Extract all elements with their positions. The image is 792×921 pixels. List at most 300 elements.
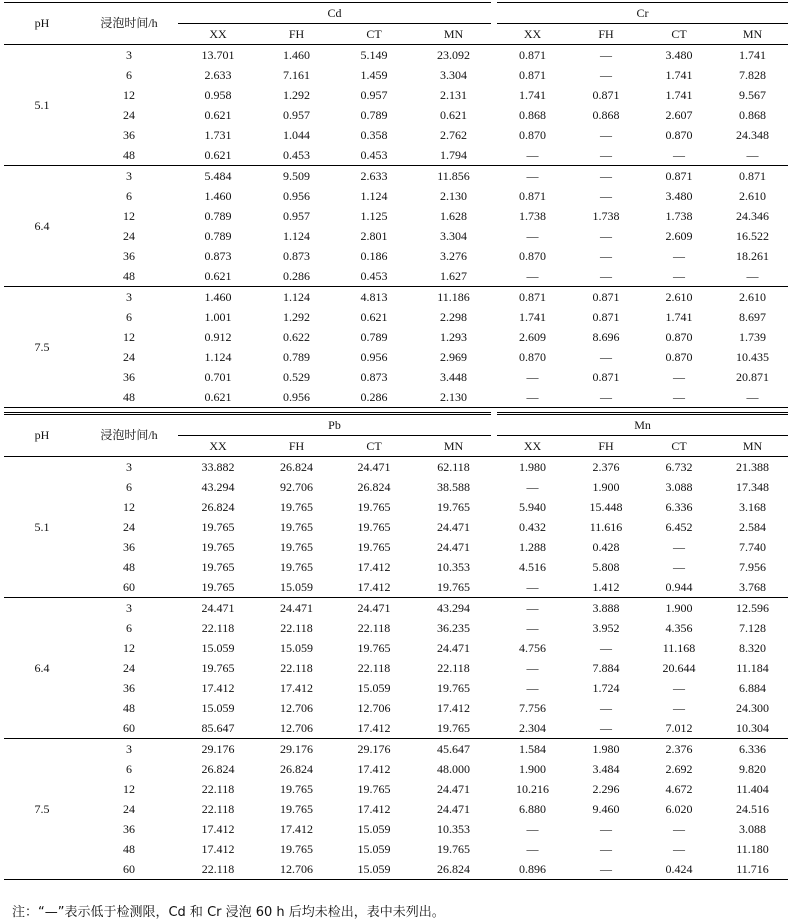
table-row	[4, 226, 788, 246]
footnote: 注：“—”表示低于检测限，Cd 和 Cr 浸泡 60 h 后均未检出，表中未列出。	[12, 905, 445, 920]
cell-value: 0.956	[258, 387, 335, 408]
cell-value: 85.647	[178, 718, 258, 739]
cell-value: 2.610	[739, 289, 767, 304]
table-row	[4, 618, 788, 638]
header-subcol-ct: CT	[641, 436, 717, 457]
cell-value: —	[600, 248, 613, 263]
soak-time-value: 6	[126, 188, 132, 203]
cell-value: —	[600, 67, 613, 82]
ph-value: 7.5	[4, 287, 80, 408]
cell-value: 1.628	[440, 208, 467, 223]
cell-value: 19.765	[280, 539, 313, 554]
cell-value: 2.296	[592, 781, 620, 796]
cell-value: —	[717, 387, 788, 408]
cell-value: 3.768	[717, 577, 788, 598]
soak-time-value: 3	[126, 459, 132, 474]
cell-value: 38.588	[437, 479, 470, 494]
cell-value: 19.765	[437, 499, 470, 514]
cell-value: 7.956	[739, 559, 767, 574]
table-row	[4, 186, 788, 206]
cell-value: —	[673, 539, 685, 554]
header-subcol-xx: XX	[494, 24, 571, 45]
header-soak-time: 浸泡时间/h	[80, 3, 178, 45]
cell-value: 3.480	[665, 47, 693, 62]
soak-time-value: 3	[126, 168, 132, 183]
cell-value: 10.304	[717, 718, 788, 739]
cell-value: 6.880	[519, 801, 546, 816]
soak-time-value: 3	[126, 289, 132, 304]
cell-value: 7.884	[592, 660, 620, 675]
cell-value: 36.235	[437, 620, 470, 635]
cell-value: 4.813	[360, 289, 388, 304]
header-metal-b: Cr	[494, 3, 788, 24]
cell-value: 3.484	[592, 761, 620, 776]
cell-value: 0.912	[204, 329, 232, 344]
cell-value: 0.871	[592, 87, 620, 102]
soak-time-value: 48	[123, 841, 135, 856]
ph-value: 5.1	[4, 45, 80, 166]
table-row	[4, 457, 788, 478]
cell-value: 2.376	[592, 459, 620, 474]
cell-value: —	[673, 700, 685, 715]
cell-value: 8.697	[739, 309, 767, 324]
cell-value: 1.125	[360, 208, 388, 223]
cell-value: 17.412	[357, 801, 391, 816]
cell-value: 6.452	[665, 519, 693, 534]
cell-value: —	[600, 841, 612, 856]
cell-value: —	[494, 387, 571, 408]
soak-time-value: 12	[123, 781, 135, 796]
cell-value: 0.870	[519, 127, 547, 142]
cell-value: 9.509	[283, 168, 310, 183]
cell-value: —	[526, 680, 539, 695]
soak-time-value: 48	[123, 700, 135, 715]
cell-value: —	[717, 266, 788, 287]
table-row	[4, 839, 788, 859]
cell-value: 20.644	[662, 660, 696, 675]
cell-value: 3.276	[440, 248, 467, 263]
cell-value: 0.286	[335, 387, 413, 408]
cell-value: 22.118	[178, 859, 258, 880]
cell-value: 24.300	[736, 700, 770, 715]
cell-value: 11.186	[437, 289, 470, 304]
cell-value: 2.762	[440, 127, 467, 142]
cell-value: 2.131	[440, 87, 467, 102]
cell-value: 43.294	[437, 600, 470, 615]
cell-value: 1.412	[571, 577, 641, 598]
cell-value: 0.286	[258, 266, 335, 287]
cell-value: 24.471	[437, 519, 470, 534]
header-subcol-fh: FH	[571, 24, 641, 45]
cell-value: 24.471	[437, 640, 470, 655]
header-subcol-fh: FH	[258, 436, 335, 457]
cell-value: —	[526, 841, 539, 856]
cell-value: 0.871	[739, 168, 767, 183]
cell-value: 1.738	[519, 208, 547, 223]
cell-value: 20.871	[736, 369, 770, 384]
cell-value: 6.732	[665, 459, 693, 474]
cell-value: 17.412	[201, 821, 235, 836]
table-row	[4, 206, 788, 226]
cell-value: —	[673, 841, 685, 856]
cell-value: 0.186	[360, 248, 388, 263]
soak-time-value: 36	[123, 127, 135, 142]
cell-value: 10.435	[736, 349, 770, 364]
cell-value: 19.765	[357, 519, 391, 534]
cell-value: 0.871	[592, 369, 620, 384]
cell-value: —	[717, 145, 788, 166]
cell-value: 3.480	[665, 188, 693, 203]
table-row	[4, 105, 788, 125]
cell-value: —	[571, 859, 641, 880]
cell-value: 26.824	[357, 479, 391, 494]
cell-value: 7.128	[739, 620, 767, 635]
cell-value: 0.453	[335, 145, 413, 166]
cell-value: 17.412	[201, 680, 235, 695]
cell-value: 19.765	[280, 519, 313, 534]
soak-time-value: 36	[123, 539, 135, 554]
cell-value: 15.059	[201, 700, 235, 715]
cell-value: 1.044	[283, 127, 310, 142]
cell-value: 19.765	[357, 781, 391, 796]
cell-value: 1.460	[204, 289, 232, 304]
cell-value: 0.789	[204, 208, 232, 223]
cell-value: 2.633	[360, 168, 388, 183]
cell-value: 0.868	[519, 107, 547, 122]
cell-value: —	[673, 369, 686, 384]
cell-value: 1.124	[283, 289, 310, 304]
cell-value: 2.633	[204, 67, 232, 82]
table-row	[4, 658, 788, 678]
cell-value: 3.168	[739, 499, 767, 514]
cell-value: 7.828	[739, 67, 767, 82]
cell-value: 48.000	[437, 761, 470, 776]
table-row	[4, 85, 788, 105]
table-row	[4, 145, 788, 166]
cell-value: 17.412	[335, 577, 413, 598]
cell-value: 24.471	[357, 600, 391, 615]
cell-value: —	[673, 680, 685, 695]
cell-value: —	[600, 188, 613, 203]
cell-value: 15.059	[335, 859, 413, 880]
cell-value: 1.124	[360, 188, 388, 203]
cell-value: 33.882	[201, 459, 235, 474]
cell-value: 4.356	[665, 620, 693, 635]
soak-time-value: 6	[126, 761, 132, 776]
cell-value: 10.353	[437, 821, 470, 836]
cell-value: 1.292	[283, 309, 310, 324]
table-row	[4, 739, 788, 760]
cell-value: 3.448	[440, 369, 467, 384]
cell-value: 0.453	[335, 266, 413, 287]
cell-value: 7.012	[641, 718, 717, 739]
soak-time-value: 3	[126, 741, 132, 756]
cell-value: 2.298	[440, 309, 467, 324]
table-row	[4, 598, 788, 619]
cell-value: 16.522	[736, 228, 770, 243]
table-cd-cr	[4, 2, 788, 408]
soak-time-value: 48	[80, 266, 178, 287]
cell-value: 0.957	[360, 87, 388, 102]
cell-value: —	[600, 168, 613, 183]
cell-value: 1.741	[665, 67, 693, 82]
cell-value: 1.739	[739, 329, 767, 344]
cell-value: 0.944	[641, 577, 717, 598]
soak-time-value: 24	[123, 660, 135, 675]
soak-time-value: 60	[80, 718, 178, 739]
cell-value: —	[641, 266, 717, 287]
cell-value: —	[600, 821, 612, 836]
cell-value: 1.741	[665, 309, 693, 324]
cell-value: 1.288	[519, 539, 546, 554]
cell-value: 1.738	[665, 208, 693, 223]
cell-value: 0.871	[519, 289, 547, 304]
cell-value: —	[600, 228, 613, 243]
cell-value: —	[526, 660, 539, 675]
cell-value: 12.706	[258, 718, 335, 739]
cell-value: 8.696	[592, 329, 620, 344]
cell-value: 19.765	[280, 781, 313, 796]
cell-value: —	[600, 640, 612, 655]
cell-value: 9.820	[739, 761, 767, 776]
cell-value: 22.118	[280, 620, 313, 635]
cell-value: 17.348	[736, 479, 770, 494]
cell-value: 1.980	[519, 459, 546, 474]
cell-value: —	[641, 145, 717, 166]
cell-value: 0.958	[204, 87, 232, 102]
table-row	[4, 367, 788, 387]
cell-value: 9.460	[592, 801, 620, 816]
cell-value: 23.092	[437, 47, 470, 62]
cell-value: 0.873	[360, 369, 388, 384]
cell-value: 1.460	[204, 188, 232, 203]
cell-value: —	[494, 577, 571, 598]
cell-value: 1.741	[739, 47, 767, 62]
cell-value: 19.765	[413, 577, 494, 598]
cell-value: —	[571, 387, 641, 408]
cell-value: —	[571, 266, 641, 287]
cell-value: 17.412	[357, 761, 391, 776]
table-row	[4, 65, 788, 85]
cell-value: 4.516	[519, 559, 546, 574]
cell-value: —	[526, 821, 539, 836]
cell-value: 0.957	[283, 208, 310, 223]
soak-time-value: 60	[80, 577, 178, 598]
cell-value: 19.765	[413, 718, 494, 739]
header-subcol-ct: CT	[335, 24, 413, 45]
cell-value: 15.059	[280, 640, 313, 655]
cell-value: 0.621	[204, 107, 232, 122]
table-row	[4, 287, 788, 308]
header-subcol-xx: XX	[178, 436, 258, 457]
cell-value: 2.376	[665, 741, 693, 756]
cell-value: 1.584	[519, 741, 546, 756]
cell-value: 24.471	[437, 539, 470, 554]
cell-value: 19.765	[437, 680, 470, 695]
cell-value: 0.871	[592, 309, 620, 324]
cell-value: 17.412	[280, 680, 313, 695]
table-row	[4, 759, 788, 779]
cell-value: 15.059	[357, 841, 391, 856]
table-row	[4, 166, 788, 187]
cell-value: 1.459	[360, 67, 388, 82]
cell-value: 0.621	[178, 387, 258, 408]
cell-value: 0.870	[519, 349, 547, 364]
cell-value: 26.824	[201, 761, 235, 776]
header-subcol-mn: MN	[717, 24, 788, 45]
cell-value: 19.765	[178, 577, 258, 598]
table-row	[4, 819, 788, 839]
cell-value: 17.412	[201, 841, 235, 856]
cell-value: 15.059	[258, 577, 335, 598]
cell-value: 0.358	[360, 127, 388, 142]
cell-value: 5.484	[204, 168, 232, 183]
cell-value: —	[641, 387, 717, 408]
cell-value: 22.118	[201, 801, 235, 816]
cell-value: 1.627	[413, 266, 494, 287]
soak-time-value: 24	[123, 228, 135, 243]
cell-value: 0.871	[519, 47, 547, 62]
cell-value: 17.412	[437, 700, 470, 715]
cell-value: 1.124	[204, 349, 232, 364]
table-row	[4, 678, 788, 698]
cell-value: 2.130	[440, 188, 467, 203]
cell-value: 10.353	[437, 559, 470, 574]
cell-value: —	[673, 248, 686, 263]
cell-value: 12.706	[280, 700, 313, 715]
cell-value: 9.567	[739, 87, 767, 102]
table-row	[4, 387, 788, 408]
cell-value: 0.870	[665, 349, 693, 364]
header-subcol-ct: CT	[335, 436, 413, 457]
cell-value: 17.412	[335, 718, 413, 739]
cell-value: 21.388	[736, 459, 770, 474]
cell-value: 11.184	[736, 660, 769, 675]
header-metal-a: Cd	[178, 3, 494, 24]
soak-time-value: 36	[123, 369, 135, 384]
cell-value: 19.765	[357, 499, 391, 514]
cell-value: 12.706	[258, 859, 335, 880]
cell-value: 3.088	[665, 479, 693, 494]
cell-value: 3.304	[440, 67, 467, 82]
cell-value: 0.621	[178, 145, 258, 166]
cell-value: 19.765	[201, 660, 235, 675]
table-row	[4, 125, 788, 145]
cell-value: 0.956	[360, 349, 388, 364]
cell-value: 24.471	[280, 600, 313, 615]
cell-value: 0.873	[283, 248, 310, 263]
cell-value: 0.868	[592, 107, 620, 122]
cell-value: —	[571, 718, 641, 739]
cell-value: 0.424	[641, 859, 717, 880]
cell-value: 0.871	[665, 168, 693, 183]
cell-value: 4.756	[519, 640, 546, 655]
cell-value: 1.460	[283, 47, 310, 62]
cell-value: 2.969	[440, 349, 467, 364]
cell-value: 19.765	[280, 841, 313, 856]
cell-value: 1.794	[413, 145, 494, 166]
cell-value: 5.808	[592, 559, 620, 574]
cell-value: 1.900	[519, 761, 546, 776]
cell-value: 2.610	[665, 289, 693, 304]
soak-time-value: 6	[126, 67, 132, 82]
soak-time-value: 6	[126, 620, 132, 635]
header-subcol-fh: FH	[571, 436, 641, 457]
cell-value: 2.607	[665, 107, 693, 122]
cell-value: 62.118	[437, 459, 470, 474]
table-row	[4, 327, 788, 347]
header-subcol-fh: FH	[258, 24, 335, 45]
cell-value: 1.738	[592, 208, 620, 223]
cell-value: 0.957	[283, 107, 310, 122]
cell-value: 22.118	[280, 660, 313, 675]
cell-value: 0.621	[178, 266, 258, 287]
cell-value: 22.118	[357, 620, 391, 635]
cell-value: 1.293	[440, 329, 467, 344]
table-pb-mn	[4, 412, 788, 880]
soak-time-value: 36	[123, 680, 135, 695]
cell-value: 26.824	[280, 459, 313, 474]
cell-value: 3.304	[440, 228, 467, 243]
cell-value: 19.765	[280, 499, 313, 514]
table-row	[4, 246, 788, 266]
cell-value: —	[526, 620, 539, 635]
cell-value: 19.765	[201, 559, 235, 574]
cell-value: —	[526, 369, 539, 384]
cell-value: 5.940	[519, 499, 546, 514]
cell-value: 10.216	[516, 781, 549, 796]
ph-value: 7.5	[4, 739, 80, 880]
cell-value: 0.789	[360, 107, 388, 122]
cell-value: 11.616	[589, 519, 623, 534]
table-row	[4, 557, 788, 577]
cell-value: —	[494, 266, 571, 287]
header-subcol-mn: MN	[717, 436, 788, 457]
cell-value: —	[526, 479, 539, 494]
cell-value: 22.118	[357, 660, 391, 675]
cell-value: 22.118	[201, 620, 235, 635]
cell-value: 7.756	[519, 700, 546, 715]
cell-value: 15.059	[357, 680, 391, 695]
cell-value: 1.124	[283, 228, 310, 243]
header-metal-a: Pb	[178, 414, 494, 436]
soak-time-value: 24	[123, 519, 135, 534]
table-row	[4, 45, 788, 66]
cell-value: 1.731	[204, 127, 232, 142]
cell-value: 1.980	[592, 741, 620, 756]
table-row	[4, 779, 788, 799]
header-metal-b: Mn	[494, 414, 788, 436]
cell-value: 0.789	[283, 349, 310, 364]
header-subcol-ct: CT	[641, 24, 717, 45]
cell-value: 19.765	[357, 640, 391, 655]
cell-value: 24.346	[736, 208, 770, 223]
soak-time-value: 24	[123, 349, 135, 364]
cell-value: —	[600, 47, 613, 62]
cell-value: 17.412	[357, 559, 391, 574]
cell-value: 6.336	[739, 741, 767, 756]
cell-value: 2.304	[494, 718, 571, 739]
soak-time-value: 3	[126, 600, 132, 615]
cell-value: 2.609	[519, 329, 547, 344]
cell-value: 0.870	[665, 329, 693, 344]
cell-value: 3.088	[739, 821, 767, 836]
table-row	[4, 537, 788, 557]
table-row	[4, 718, 788, 739]
table-row	[4, 347, 788, 367]
cell-value: 0.871	[592, 289, 620, 304]
cell-value: 0.529	[283, 369, 310, 384]
